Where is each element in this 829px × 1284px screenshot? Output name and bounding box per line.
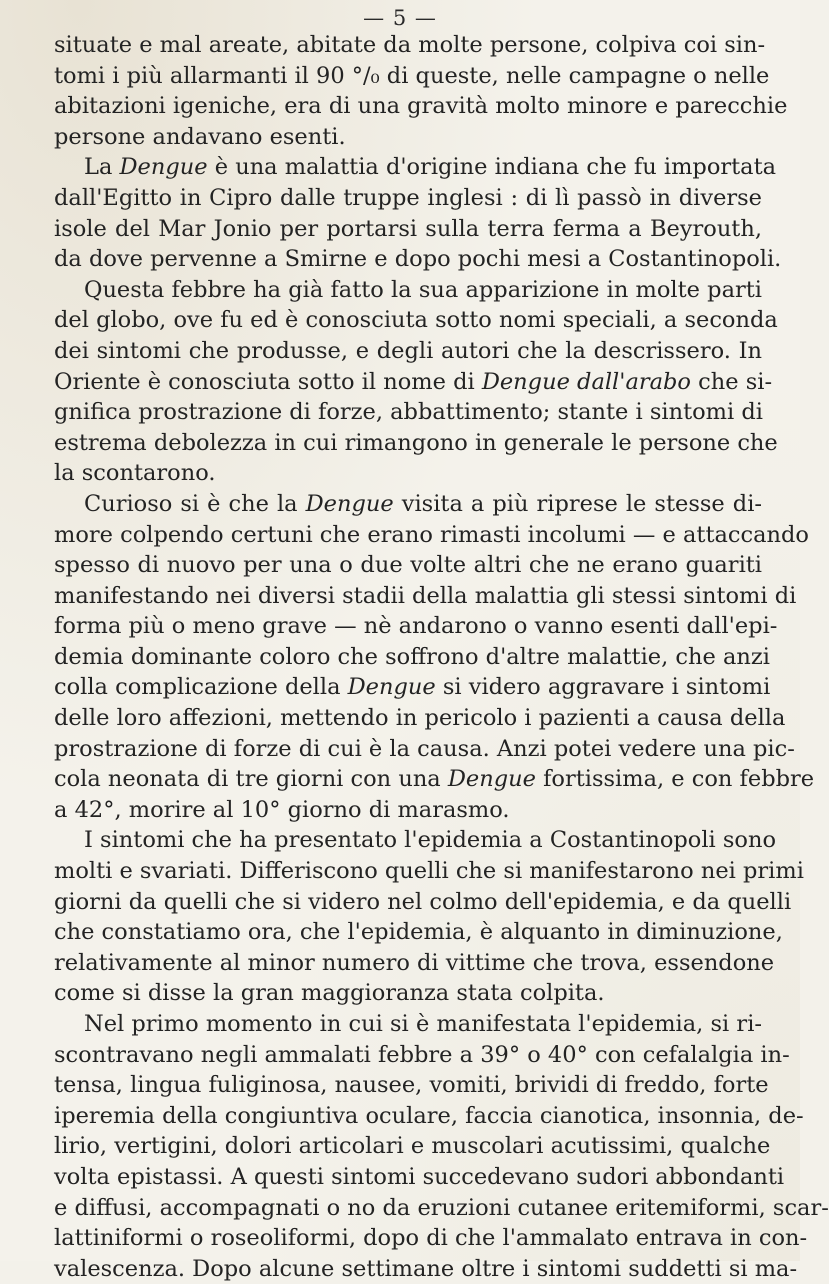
text-line: persone andavano esenti. — [54, 123, 346, 150]
text-line: cola neonata di tre giorni con una Dengue fortissima, e con febbre — [54, 766, 815, 793]
paragraph — [54, 275, 778, 489]
text-line: che constatiamo ora, che l'epidemia, è alquanto in diminuzione, — [54, 919, 783, 946]
text-line: Nel primo momento in cui si è manifestata l'epidemia, si ri- — [84, 1011, 762, 1037]
text-line: molti e svariati. Differiscono quelli che si manifestarono nei primi — [54, 858, 804, 885]
text-line: iperemia della congiuntiva oculare, faccia cianotica, insonnia, de- — [54, 1102, 804, 1129]
text-line: scontravano negli ammalati febbre a 39° o 40° con cefalalgia in- — [54, 1041, 790, 1068]
paragraph — [54, 30, 788, 152]
text-line: relativamente al minor numero di vittime che trova, essendone — [54, 949, 775, 976]
text-line: manifestando nei diversi stadii della malattia gli stessi sintomi di — [54, 582, 797, 609]
text-line: e diffusi, accompagnati o no da eruzioni cutanee eritemiformi, scar- — [54, 1194, 829, 1221]
text-line: del globo, ove fu ed è conosciuta sotto nomi speciali, a seconda — [54, 307, 778, 334]
text-line: dall'Egitto in Cipro dalle truppe inglesi : di lì passò in diverse — [54, 184, 762, 211]
paragraph — [54, 1009, 829, 1284]
paragraph — [54, 152, 782, 274]
text-line: tensa, lingua fuliginosa, nausee, vomiti, brividi di freddo, forte — [54, 1072, 769, 1099]
text-line: Oriente è conosciuta sotto il nome di Dengue dall'arabo che si- — [54, 368, 773, 395]
paragraph — [54, 489, 815, 826]
text-line: demia dominante coloro che soffrono d'altre malattie, che anzi — [54, 643, 770, 670]
text-line: I sintomi che ha presentato l'epidemia a Costantinopoli sono — [84, 827, 777, 854]
text-line: da dove pervenne a Smirne e dopo pochi mesi a Costantinopoli. — [54, 246, 782, 273]
text-line: delle loro affezioni, mettendo in pericolo i pazienti a causa della — [54, 705, 786, 732]
text-line: abitazioni igeniche, era di una gravità molto minore e parecchie — [54, 93, 788, 120]
text-line: lattiniformi o roseoliformi, dopo di che l'ammalato entrava in con- — [54, 1225, 808, 1252]
text-line: giorni da quelli che si videro nel colmo dell'epidemia, e da quelli — [54, 888, 792, 915]
text-line: forma più o meno grave — nè andarono o vanno esenti dall'epi- — [54, 613, 778, 640]
paragraph — [54, 825, 804, 1009]
text-line: estrema debolezza in cui rimangono in generale le persone che — [54, 429, 778, 456]
text-line: la scontarono. — [54, 460, 216, 487]
text-line: isole del Mar Jonio per portarsi sulla terra ferma a Beyrouth, — [54, 215, 762, 242]
text-line: Curioso si è che la Dengue visita a più riprese le stesse di- — [84, 490, 762, 517]
text-line: gnifica prostrazione di forze, abbattimento; stante i sintomi di — [54, 399, 763, 426]
text-line: more colpendo certuni che erano rimasti incolumi — e attaccando — [54, 521, 809, 548]
text-line: situate e mal areate, abitate da molte persone, colpiva coi sin- — [54, 32, 766, 58]
text-line: a 42°, morire al 10° giorno di marasmo. — [54, 796, 510, 823]
text-line: lirio, vertigini, dolori articolari e muscolari acutissimi, qualche — [54, 1133, 771, 1160]
text-line: La Dengue è una malattia d'origine indiana che fu importata — [84, 154, 777, 181]
text-line: volta epistassi. A questi sintomi succedevano sudori abbondanti — [54, 1163, 785, 1190]
text-line: Questa febbre ha già fatto la sua apparizione in molte parti — [84, 276, 762, 303]
text-line: colla complicazione della Dengue si videro aggravare i sintomi — [54, 674, 771, 701]
text-line: spesso di nuovo per una o due volte altri che ne erano guariti — [54, 552, 762, 579]
text-line: come si disse la gran maggioranza stata colpita. — [54, 980, 605, 1007]
text-line: tomi i più allarmanti il 90 °/₀ di queste, nelle campagne o nelle — [54, 62, 770, 89]
text-line: prostrazione di forze di cui è la causa. Anzi potei vedere una pic- — [54, 735, 795, 762]
body-text — [54, 30, 829, 1284]
text-line: valescenza. Dopo alcune settimane oltre i sintomi suddetti si ma- — [54, 1255, 798, 1282]
text-line: dei sintomi che produsse, e degli autori che la descrissero. In — [54, 337, 762, 364]
page-number: — 5 — — [363, 6, 437, 30]
